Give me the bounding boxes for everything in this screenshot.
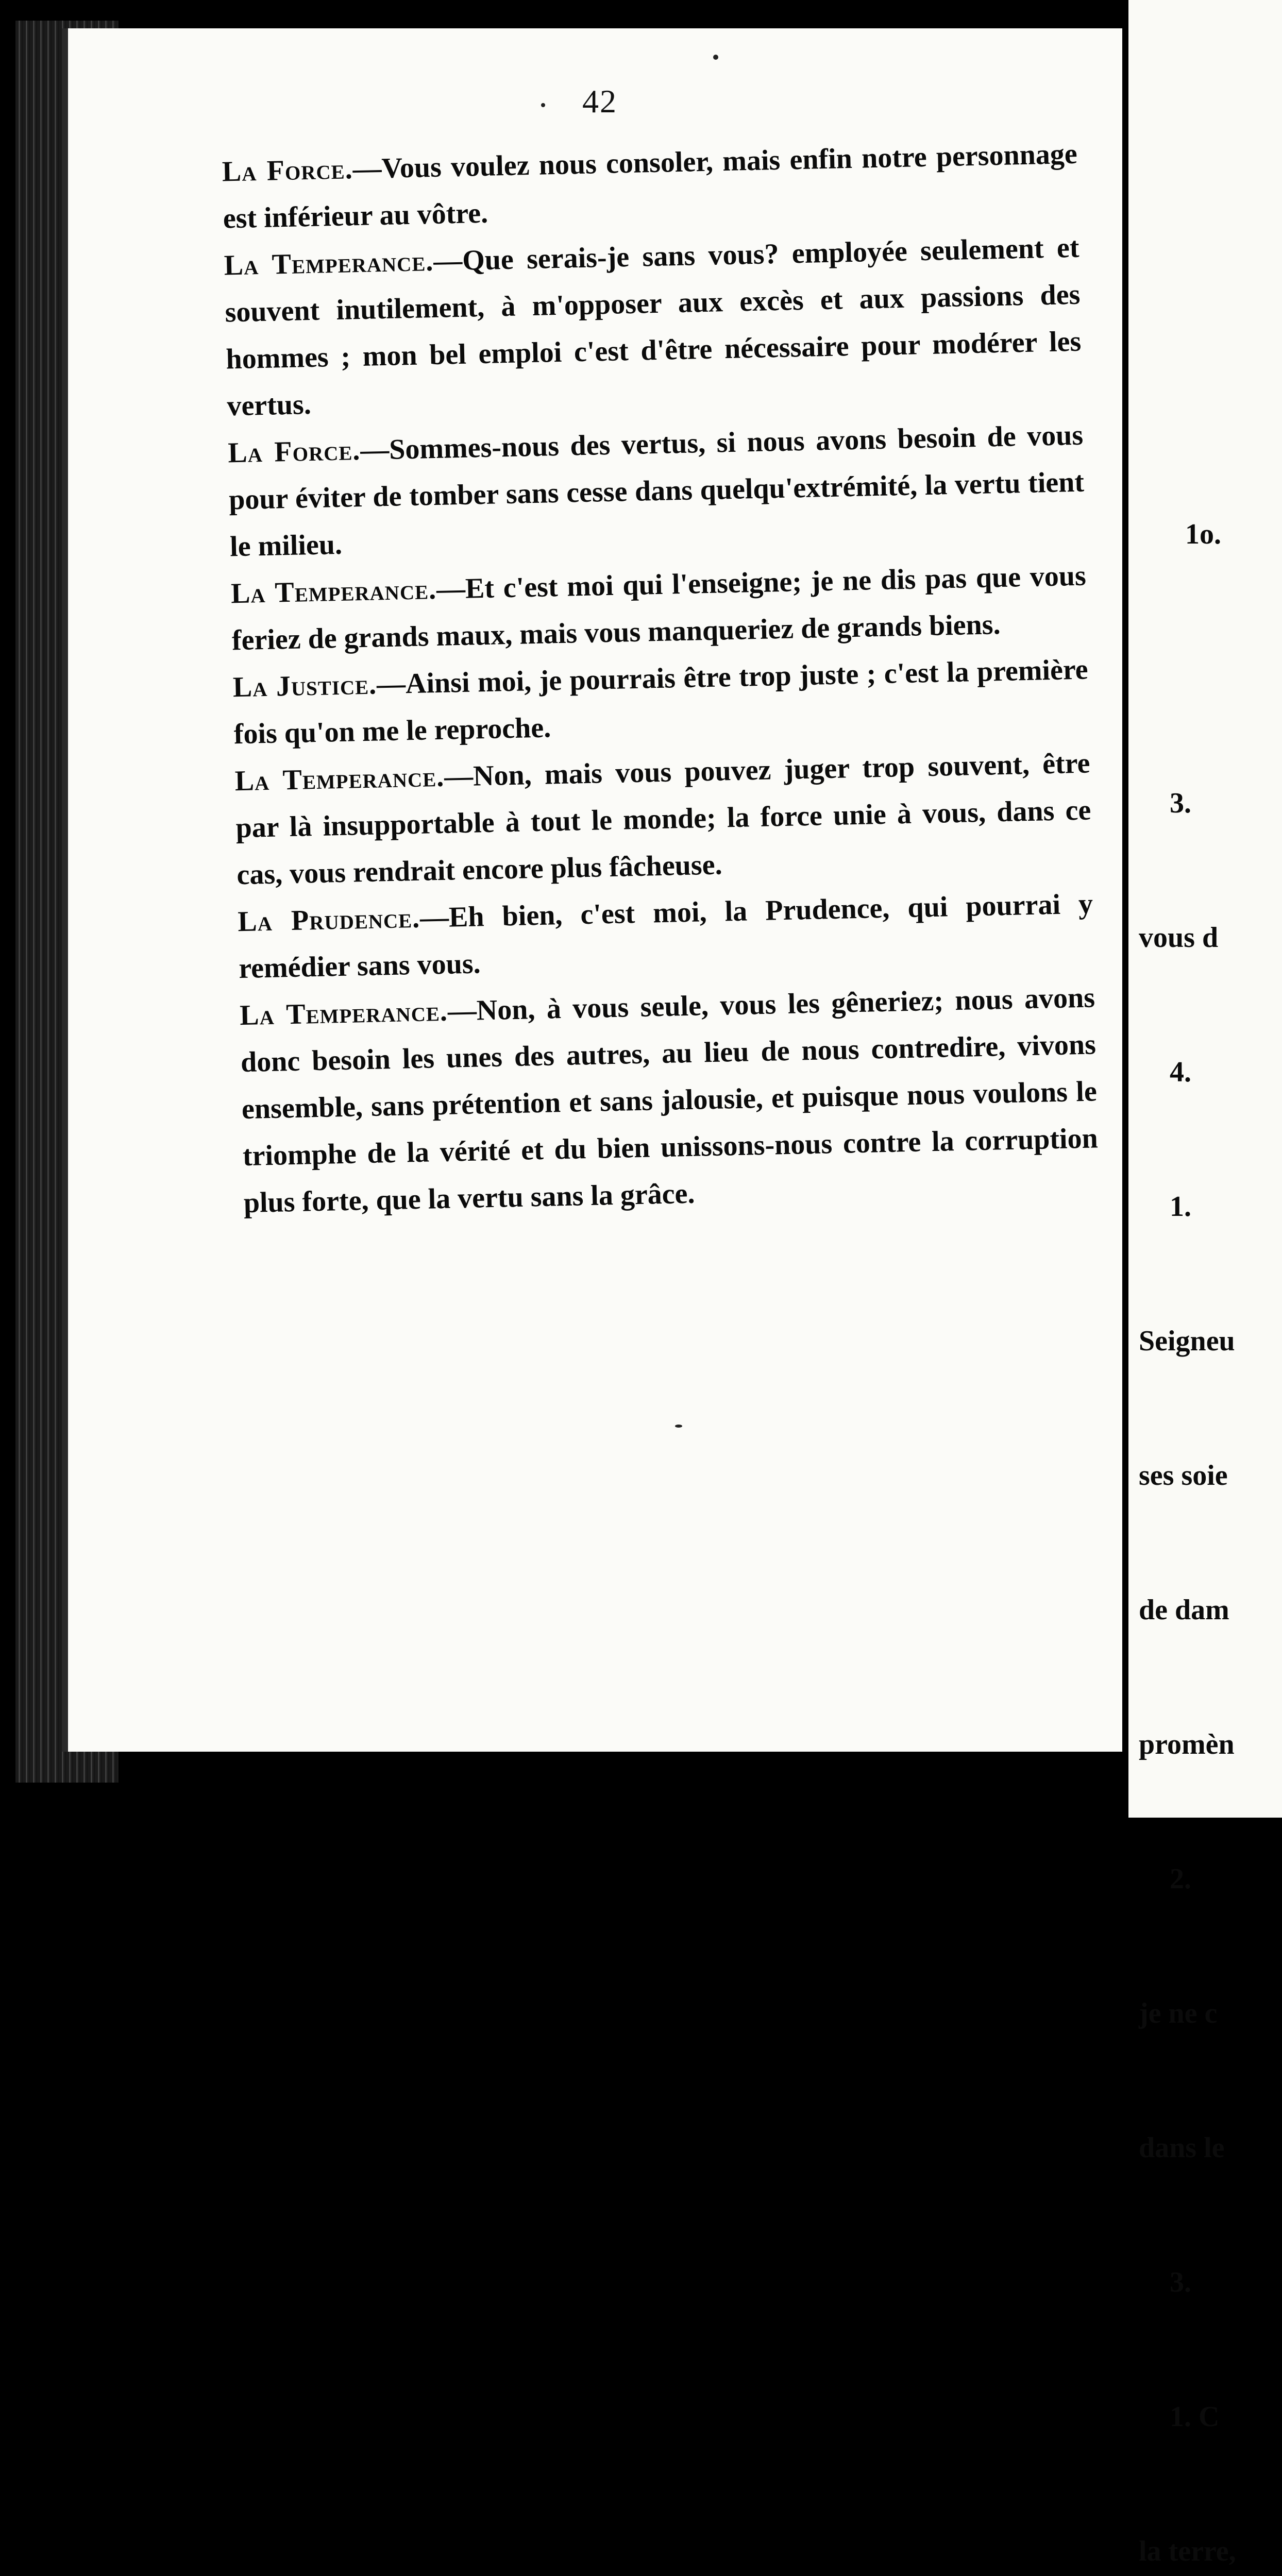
right-line: 3. xyxy=(1170,2266,1191,2298)
dialogue-line: —Ainsi moi, je pourrais être trop juste ; c'est la première fois qu'on me le reproche. xyxy=(233,653,1089,751)
right-line: promèn xyxy=(1139,1728,1235,1760)
right-line: 2. xyxy=(1170,1863,1191,1895)
right-line: la terre, xyxy=(1139,2535,1236,2567)
book-gutter xyxy=(1122,0,1128,1818)
right-line: 3. xyxy=(1170,787,1191,819)
right-page-text xyxy=(1139,422,1245,2576)
dialogue-line: —Vous voulez nous consoler, mais enfin notre personnage est inférieur au vôtre. xyxy=(223,138,1078,235)
speaker-name: La Temperance. xyxy=(234,760,445,798)
speaker-name: La Force. xyxy=(222,153,353,188)
right-line: de dam xyxy=(1139,1594,1229,1626)
page-number: 42 xyxy=(582,83,617,120)
speaker-name: La Temperance. xyxy=(224,245,434,282)
paragraph xyxy=(191,412,1085,571)
dialogue-line: —Sommes-nous des vertus, si nous avons besoin de vous pour éviter de tomber sans cesse dans quelqu'extrémité, la vertu tient le milieu. xyxy=(228,419,1085,563)
right-line xyxy=(1139,647,1245,691)
right-line: Seigneu xyxy=(1139,1325,1235,1357)
dialogue-line: —Et c'est moi qui l'enseigne; je ne dis pas que vous feriez de grands maux, mais vous manqueriez de grands biens. xyxy=(231,560,1087,657)
dialogue-line: —Eh bien, c'est moi, la Prudence, qui pourrai y remédier sans vous. xyxy=(238,888,1093,985)
ink-speck xyxy=(675,1425,682,1428)
paragraph xyxy=(196,647,1089,759)
speaker-name: La Temperance. xyxy=(230,573,437,610)
right-line: dans le xyxy=(1139,2132,1225,2164)
speaker-name: La Temperance. xyxy=(239,995,448,1032)
dialogue-line: —Non, à vous seule, vous les gêneriez; nous avons donc besoin les unes des autres, au lieu de nous contredire, vivons ensemble, sans prétention et sans jalousie, et puisque nous voulons le triomphe de la vérité et du bien unissons-nous contre la corruption plus forte, que la vertu sans la grâce. xyxy=(240,981,1099,1219)
speaker-name: La Prudence. xyxy=(237,902,420,938)
dialogue-line: —Que serais-je sans vous? employée seulement et souvent inutilement, à m'opposer aux excès et aux passions des hommes ; mon bel emploi c'est d'être nécessaire pour modérer les vertus. xyxy=(224,231,1082,422)
speaker-name: La Force. xyxy=(227,434,361,469)
paragraph xyxy=(185,131,1078,243)
ink-speck xyxy=(541,103,545,107)
paragraph xyxy=(194,553,1087,665)
speaker-name: La Justice. xyxy=(232,668,377,704)
dialogue-line: —Non, mais vous pouvez juger trop souvent, être par là insupportable à tout le monde; la force unie à vous, dans ce cas, vous rendrait encore plus fâcheuse. xyxy=(235,747,1091,891)
right-line: 1. xyxy=(1170,1191,1191,1223)
paragraph xyxy=(188,225,1083,431)
dialogue-text xyxy=(185,131,1099,1228)
right-line: vous d xyxy=(1139,922,1219,954)
paragraph xyxy=(201,880,1094,993)
ink-speck xyxy=(713,55,718,60)
right-line: 4. xyxy=(1170,1056,1191,1088)
right-line: ses soie xyxy=(1139,1460,1228,1492)
paragraph xyxy=(198,740,1092,900)
paragraph xyxy=(203,974,1099,1227)
right-line: je ne c xyxy=(1139,1997,1218,2029)
right-line: 1o. xyxy=(1185,518,1221,550)
right-line: 1. C xyxy=(1170,2401,1220,2433)
